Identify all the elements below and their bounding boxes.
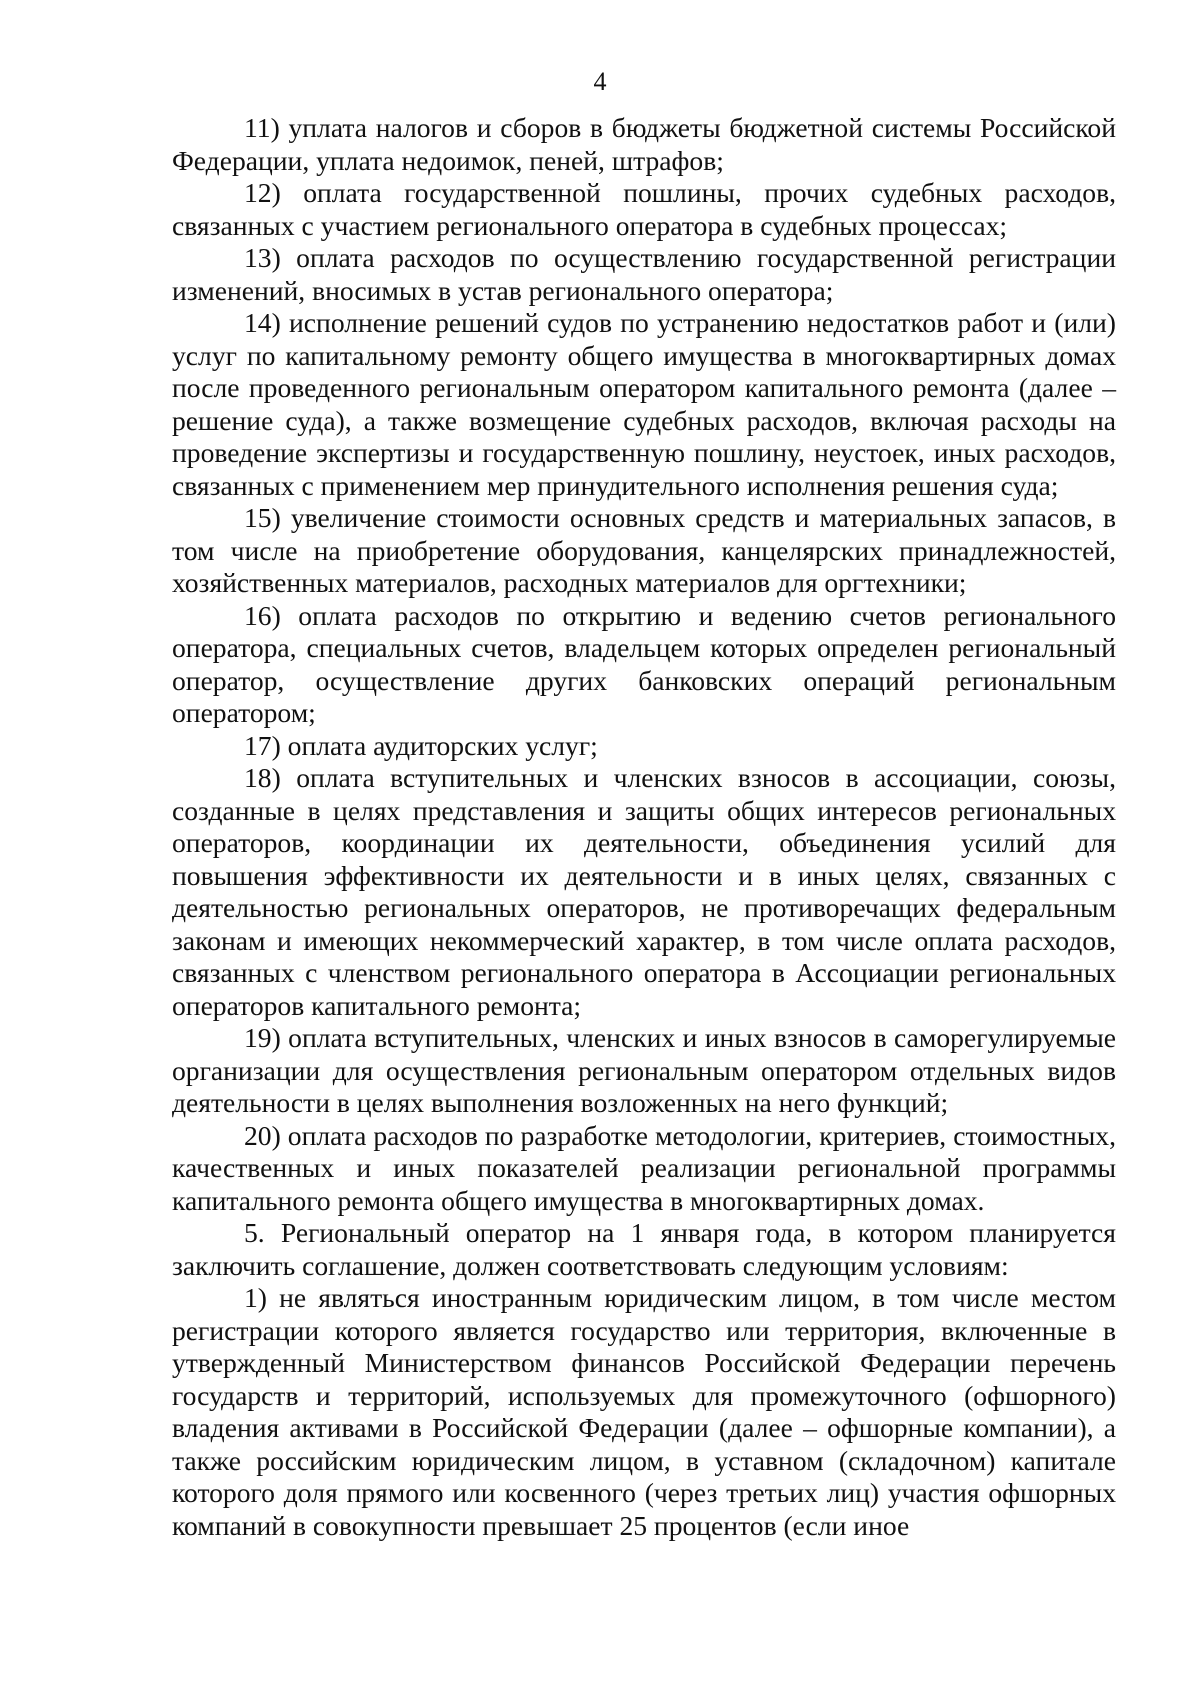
page-number: 4 (593, 67, 607, 96)
list-item-13: 13) оплата расходов по осуществлению государственной регистрации изменений, вносимых в устав регионального оператора; (172, 242, 1116, 306)
condition-item-1: 1) не являться иностранным юридическим лицом, в том числе местом регистрации которого является государство или территория, включенные в утвержденный Министерством финансов Российской Федерации перечень государств и территорий, используемых для промежуточного (офшорного) владения активами в Российской Федерации (далее – офшорные компании), а также российским юридическим лицом, в уставном (складочном) капитале которого доля прямого или косвенного (через третьих лиц) участия офшорных компаний в совокупности превышает 25 процентов (если иное (172, 1282, 1116, 1541)
list-item-14: 14) исполнение решений судов по устранению недостатков работ и (или) услуг по капитальному ремонту общего имущества в многоквартирных домах после проведенного региональным оператором капитального ремонта (далее – решение суда), а также возмещение судебных расходов, включая расходы на проведение экспертизы и государственную пошлину, неустоек, иных расходов, связанных с применением мер принудительного исполнения решения суда; (172, 307, 1116, 501)
list-item-18: 18) оплата вступительных и членских взносов в ассоциации, союзы, созданные в целях представления и защиты общих интересов региональных операторов, координации их деятельности, объединения усилий для повышения эффективности их деятельности и в иных целях, связанных с деятельностью региональных операторов, не противоречащих федеральным законам и имеющих некоммерческий характер, в том числе оплата расходов, связанных с членством регионального оператора в Ассоциации региональных операторов капитального ремонта; (172, 762, 1116, 1021)
list-item-17: 17) оплата аудиторских услуг; (244, 729, 598, 761)
list-item-11: 11) уплата налогов и сборов в бюджеты бюджетной системы Российской Федерации, уплата недоимок, пеней, штрафов; (172, 112, 1116, 176)
list-item-15: 15) увеличение стоимости основных средств и материальных запасов, в том числе на приобретение оборудования, канцелярских принадлежностей, хозяйственных материалов, расходных материалов для оргтехники; (172, 502, 1116, 598)
list-item-19: 19) оплата вступительных, членских и иных взносов в саморегулируемые организации для осуществления региональным оператором отдельных видов деятельности в целях выполнения возложенных на него функций; (172, 1022, 1116, 1118)
section-5-paragraph: 5. Региональный оператор на 1 января года, в котором планируется заключить соглашение, должен соответствовать следующим условиям: (172, 1217, 1116, 1281)
list-item-20: 20) оплата расходов по разработке методологии, критериев, стоимостных, качественных и иных показателей реализации региональной программы капитального ремонта общего имущества в многоквартирных домах. (172, 1119, 1116, 1216)
list-item-12: 12) оплата государственной пошлины, прочих судебных расходов, связанных с участием регионального оператора в судебных процессах; (172, 177, 1116, 241)
list-item-16: 16) оплата расходов по открытию и ведению счетов регионального оператора, специальных счетов, владельцем которых определен региональный оператор, осуществление других банковских операций региональным оператором; (172, 599, 1116, 728)
document-body (172, 112, 1116, 1542)
